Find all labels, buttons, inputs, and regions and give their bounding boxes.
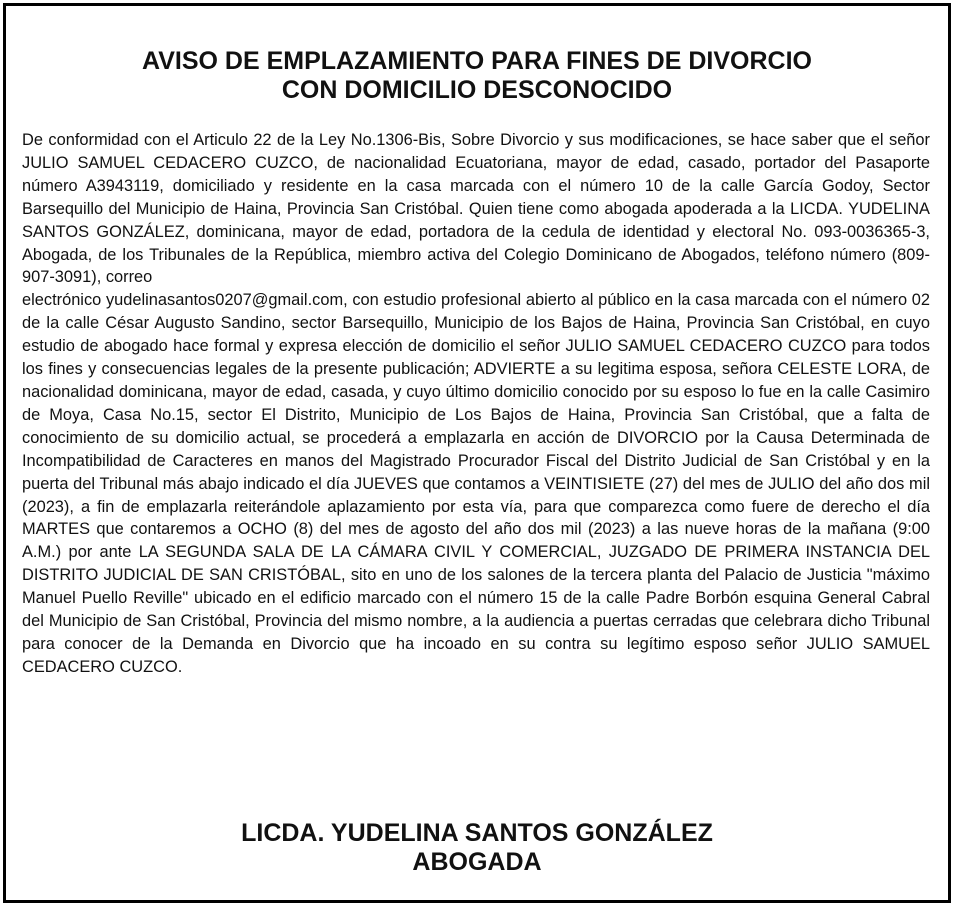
signature-name: LICDA. YUDELINA SANTOS GONZÁLEZ: [241, 819, 713, 847]
signature-block: [6, 819, 948, 877]
notice-body-part-2: electrónico yudelinasantos0207@gmail.com, con estudio profesional abierto al público en la casa marcada con el número 02 de la calle César Augusto Sandino, sector Barsequillo, Municipio de los Bajos de Haina, Provincia San Cristóbal, en cuyo estudio de abogado hace formal y expresa elección de domicilio el señor JULIO SAMUEL CEDACERO CUZCO para todos los fines y consecuencias legales de la presente publicación; ADVIERTE a su legitima esposa, señora CELESTE LORA, de nacionalidad dominicana, mayor de edad, casada, y cuyo último domicilio conocido por su esposo lo fue en la calle Casimiro de Moya, Casa No.15, sector El Distrito, Municipio de Los Bajos de Haina, Provincia San Cristóbal, que a falta de conocimiento de su domicilio actual, se procederá a emplazarla en acción de DIVORCIO por la Causa Determinada de Incompatibilidad de Caracteres en manos del Magistrado Procurador Fiscal del Distrito Judicial de San Cristóbal y en la puerta del Tribunal más abajo indicado el día JUEVES que contamos a VEINTISIETE (27) del mes de JULIO del año dos mil (2023), a fin de emplazarla reiterándole aplazamiento por esta vía, para que comparezca como fuere de derecho el día MARTES que contaremos a OCHO (8) del mes de agosto del año dos mil (2023) a las nueve horas de la mañana (9:00 A.M.) por ante LA SEGUNDA SALA DE LA CÁMARA CIVIL Y COMERCIAL, JUZGADO DE PRIMERA INSTANCIA DEL DISTRITO JUDICIAL DE SAN CRISTÓBAL, sito en uno de los salones de la tercera planta del Palacio de Justicia "máximo Manuel Puello Reville" ubicado en el edificio marcado con el número 15 de la calle Padre Borbón esquina General Cabral del Municipio de San Cristóbal, Provincia del mismo nombre, a la audiencia a puertas cerradas que celebrara dicho Tribunal para conocer de la Demanda en Divorcio que ha incoado en su contra su legítimo esposo señor JULIO SAMUEL CEDACERO CUZCO.: [22, 291, 930, 676]
notice-border-frame: [3, 3, 951, 903]
notice-body: [22, 129, 930, 679]
notice-title-line-2: CON DOMICILIO DESCONOCIDO: [281, 76, 673, 104]
notice-title: [6, 47, 948, 105]
signature-role: ABOGADA: [412, 848, 542, 876]
notice-body-part-1: De conformidad con el Articulo 22 de la Ley No.1306-Bis, Sobre Divorcio y sus modificaciones, se hace saber que el señor JULIO SAMUEL CEDACERO CUZCO, de nacionalidad Ecuatoriana, mayor de edad, casado, portador del Pasaporte número A3943119, domiciliado y residente en la casa marcada con el número 10 de la calle García Godoy, Sector Barsequillo del Municipio de Haina, Provincia San Cristóbal. Quien tiene como abogada apoderada a la LICDA. YUDELINA SANTOS GONZÁLEZ, dominicana, mayor de edad, portadora de la cedula de identidad y electoral No. 093-0036365-3, Abogada, de los Tribunales de la República, miembro activa del Colegio Dominicano de Abogados, teléfono número (809-907-3091), correo: [22, 131, 930, 287]
notice-title-line-1: AVISO DE EMPLAZAMIENTO PARA FINES DE DIVORCIO: [142, 47, 812, 75]
